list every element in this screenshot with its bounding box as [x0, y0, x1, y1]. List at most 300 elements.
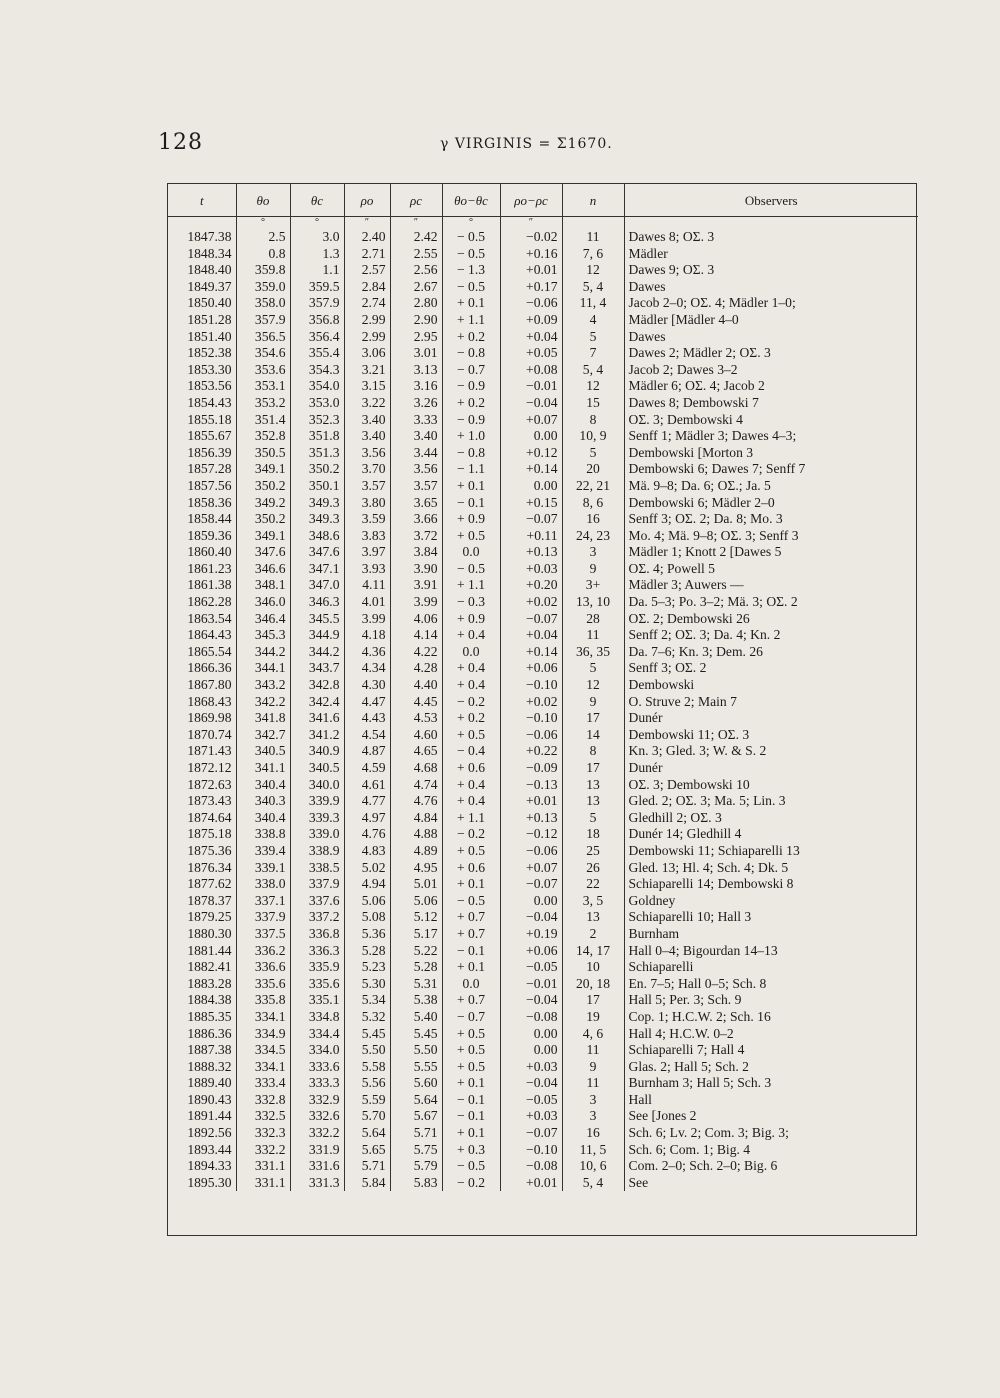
col-header-rho-o: ρo	[344, 184, 390, 217]
cell-observers: Gled. 13; Hl. 4; Sch. 4; Dk. 5	[624, 859, 918, 876]
cell-rho-c: 3.56	[390, 461, 442, 478]
cell-epoch: 1875.18	[187, 826, 232, 842]
cell-n: 17	[562, 760, 624, 777]
cell-theta-c: 354.0	[290, 378, 344, 395]
cell-theta-diff: 0.0	[442, 544, 500, 561]
cell-rho-diff: +0.04	[500, 627, 562, 644]
cell-theta-o: 340.3	[236, 793, 290, 810]
cell-theta-diff: + 0.4	[442, 677, 500, 694]
cell-theta-o: 2.5	[236, 229, 290, 246]
cell-theta-diff: + 0.2	[442, 394, 500, 411]
cell-observers: Cop. 1; H.C.W. 2; Sch. 16	[624, 1008, 918, 1025]
cell-theta-c: 339.9	[290, 793, 344, 810]
cell-theta-c: 347.0	[290, 577, 344, 594]
cell-n: 17	[562, 992, 624, 1009]
cell-rho-diff: +0.03	[500, 1058, 562, 1075]
table-row	[168, 229, 918, 246]
cell-epoch: 1889.40	[187, 1075, 232, 1091]
cell-theta-diff: + 0.4	[442, 793, 500, 810]
cell-theta-c: 334.0	[290, 1042, 344, 1059]
cell-theta-o: 0.8	[236, 245, 290, 262]
cell-theta-diff: + 0.5	[442, 1025, 500, 1042]
cell-observers: Schiaparelli	[624, 959, 918, 976]
cell-n: 4	[562, 311, 624, 328]
cell-rho-diff: −0.08	[500, 1008, 562, 1025]
cell-rho-diff: +0.07	[500, 411, 562, 428]
cell-observers: OΣ. 3; Dembowski 10	[624, 776, 918, 793]
cell-observers: Dunér	[624, 710, 918, 727]
cell-rho-o: 2.74	[344, 295, 390, 312]
cell-observers: Dunér	[624, 760, 918, 777]
cell-theta-diff: + 0.4	[442, 776, 500, 793]
page-number: 128	[158, 130, 203, 155]
table-row	[168, 1042, 918, 1059]
cell-observers: Dembowski 11; OΣ. 3	[624, 726, 918, 743]
cell-rho-o: 4.76	[344, 826, 390, 843]
cell-epoch: 1857.28	[187, 461, 232, 477]
cell-epoch: 1888.32	[187, 1058, 232, 1074]
cell-theta-o: 356.5	[236, 328, 290, 345]
cell-observers: Schiaparelli 14; Dembowski 8	[624, 876, 918, 893]
cell-epoch: 1849.37	[187, 278, 232, 294]
cell-epoch: 1850.40	[187, 295, 232, 311]
cell-theta-o: 342.2	[236, 693, 290, 710]
table-row	[168, 1108, 918, 1125]
cell-n: 13	[562, 776, 624, 793]
cell-observers: Schiaparelli 7; Hall 4	[624, 1042, 918, 1059]
cell-rho-diff: −0.10	[500, 710, 562, 727]
cell-theta-c: 335.9	[290, 959, 344, 976]
cell-rho-diff: −0.10	[500, 677, 562, 694]
cell-n: 10, 6	[562, 1158, 624, 1175]
col-header-observers: Observers	[624, 184, 918, 217]
cell-rho-diff: 0.00	[500, 892, 562, 909]
cell-n: 28	[562, 610, 624, 627]
cell-rho-c: 4.68	[390, 760, 442, 777]
cell-theta-c: 331.9	[290, 1141, 344, 1158]
cell-theta-diff: + 0.9	[442, 610, 500, 627]
col-header-rho-c: ρc	[390, 184, 442, 217]
table-row	[168, 1075, 918, 1092]
cell-rho-c: 3.26	[390, 394, 442, 411]
cell-theta-o: 349.1	[236, 527, 290, 544]
cell-observers: Dawes	[624, 328, 918, 345]
cell-theta-diff: + 1.0	[442, 428, 500, 445]
cell-theta-o: 349.2	[236, 494, 290, 511]
cell-rho-diff: +0.15	[500, 494, 562, 511]
cell-observers: Gledhill 2; OΣ. 3	[624, 809, 918, 826]
cell-rho-c: 4.65	[390, 743, 442, 760]
cell-n: 13	[562, 909, 624, 926]
cell-rho-o: 4.43	[344, 710, 390, 727]
cell-rho-diff: 0.00	[500, 1025, 562, 1042]
cell-rho-c: 3.84	[390, 544, 442, 561]
cell-rho-o: 5.23	[344, 959, 390, 976]
cell-rho-o: 4.18	[344, 627, 390, 644]
cell-rho-diff: +0.14	[500, 461, 562, 478]
cell-rho-diff: −0.07	[500, 876, 562, 893]
cell-epoch: 1878.37	[187, 892, 232, 908]
cell-theta-diff: 0.0	[442, 643, 500, 660]
cell-rho-diff: −0.04	[500, 992, 562, 1009]
unit-cell: °	[290, 217, 344, 229]
cell-observers: Dawes 8; Dembowski 7	[624, 394, 918, 411]
cell-rho-c: 5.38	[390, 992, 442, 1009]
cell-theta-o: 334.5	[236, 1042, 290, 1059]
cell-theta-diff: + 0.7	[442, 992, 500, 1009]
cell-rho-o: 5.45	[344, 1025, 390, 1042]
cell-epoch: 1877.62	[187, 876, 232, 892]
table-row	[168, 328, 918, 345]
cell-epoch: 1847.38	[187, 229, 232, 244]
cell-rho-diff: +0.05	[500, 345, 562, 362]
cell-rho-c: 3.90	[390, 560, 442, 577]
cell-n: 3	[562, 1108, 624, 1125]
cell-epoch: 1870.74	[187, 726, 232, 742]
cell-theta-c: 3.0	[290, 229, 344, 246]
cell-rho-o: 2.57	[344, 262, 390, 279]
table-row	[168, 842, 918, 859]
cell-rho-diff: −0.01	[500, 975, 562, 992]
cell-rho-c: 3.99	[390, 594, 442, 611]
table-row	[168, 311, 918, 328]
cell-observers: Sch. 6; Lv. 2; Com. 3; Big. 3;	[624, 1125, 918, 1142]
cell-rho-o: 2.99	[344, 311, 390, 328]
table-row	[168, 295, 918, 312]
cell-rho-o: 5.28	[344, 942, 390, 959]
cell-observers: Schiaparelli 10; Hall 3	[624, 909, 918, 926]
cell-epoch: 1887.38	[187, 1042, 232, 1058]
cell-rho-c: 2.90	[390, 311, 442, 328]
cell-theta-diff: − 0.5	[442, 560, 500, 577]
cell-rho-diff: +0.03	[500, 560, 562, 577]
cell-theta-o: 359.8	[236, 262, 290, 279]
cell-n: 14, 17	[562, 942, 624, 959]
cell-theta-diff: + 0.7	[442, 925, 500, 942]
cell-rho-c: 5.31	[390, 975, 442, 992]
cell-rho-c: 4.95	[390, 859, 442, 876]
cell-theta-diff: + 0.2	[442, 328, 500, 345]
table-row	[168, 610, 918, 627]
cell-theta-diff: − 0.9	[442, 378, 500, 395]
table-row	[168, 809, 918, 826]
cell-n: 8, 6	[562, 494, 624, 511]
table-row	[168, 544, 918, 561]
cell-theta-o: 347.6	[236, 544, 290, 561]
cell-epoch: 1884.38	[187, 992, 232, 1008]
unit-cell: ″	[390, 217, 442, 229]
cell-rho-c: 3.65	[390, 494, 442, 511]
cell-theta-diff: + 0.2	[442, 710, 500, 727]
cell-theta-c: 339.3	[290, 809, 344, 826]
unit-cell	[624, 217, 918, 229]
cell-rho-diff: +0.17	[500, 278, 562, 295]
cell-observers: Sch. 6; Com. 1; Big. 4	[624, 1141, 918, 1158]
cell-epoch: 1872.12	[187, 760, 232, 775]
cell-rho-o: 5.50	[344, 1042, 390, 1059]
cell-epoch: 1881.44	[187, 942, 232, 958]
cell-rho-c: 5.64	[390, 1091, 442, 1108]
cell-n: 11	[562, 627, 624, 644]
cell-theta-diff: + 0.3	[442, 1141, 500, 1158]
col-header-rho-diff: ρo−ρc	[500, 184, 562, 217]
cell-rho-c: 2.56	[390, 262, 442, 279]
table-row	[168, 594, 918, 611]
cell-theta-diff: − 0.5	[442, 892, 500, 909]
cell-rho-o: 2.84	[344, 278, 390, 295]
cell-rho-diff: −0.04	[500, 909, 562, 926]
cell-observers: Mädler [Mädler 4–0	[624, 311, 918, 328]
cell-rho-c: 5.45	[390, 1025, 442, 1042]
cell-epoch: 1890.43	[187, 1091, 232, 1107]
cell-n: 4, 6	[562, 1025, 624, 1042]
cell-theta-c: 342.8	[290, 677, 344, 694]
cell-theta-o: 359.0	[236, 278, 290, 295]
cell-theta-o: 346.4	[236, 610, 290, 627]
table-row	[168, 643, 918, 660]
cell-rho-o: 5.65	[344, 1141, 390, 1158]
cell-rho-c: 5.75	[390, 1141, 442, 1158]
table-row	[168, 394, 918, 411]
cell-n: 3+	[562, 577, 624, 594]
cell-observers: Hall 5; Per. 3; Sch. 9	[624, 992, 918, 1009]
cell-observers: Dunér 14; Gledhill 4	[624, 826, 918, 843]
cell-observers: Dawes 9; OΣ. 3	[624, 262, 918, 279]
cell-theta-diff: − 1.3	[442, 262, 500, 279]
cell-theta-diff: + 0.1	[442, 959, 500, 976]
cell-theta-o: 334.1	[236, 1058, 290, 1075]
cell-rho-o: 5.06	[344, 892, 390, 909]
cell-observers: Glas. 2; Hall 5; Sch. 2	[624, 1058, 918, 1075]
cell-theta-diff: + 1.1	[442, 577, 500, 594]
cell-theta-o: 332.2	[236, 1141, 290, 1158]
cell-rho-o: 3.22	[344, 394, 390, 411]
cell-epoch: 1883.28	[187, 975, 232, 991]
cell-rho-o: 2.99	[344, 328, 390, 345]
cell-n: 5, 4	[562, 1174, 624, 1191]
cell-rho-c: 4.22	[390, 643, 442, 660]
cell-rho-o: 4.83	[344, 842, 390, 859]
cell-rho-o: 3.80	[344, 494, 390, 511]
cell-n: 11, 4	[562, 295, 624, 312]
cell-observers: Jacob 2; Dawes 3–2	[624, 361, 918, 378]
col-header-theta-c: θc	[290, 184, 344, 217]
cell-observers: Senff 3; OΣ. 2; Da. 8; Mo. 3	[624, 511, 918, 528]
cell-theta-diff: + 0.5	[442, 1042, 500, 1059]
table-row	[168, 1058, 918, 1075]
cell-rho-diff: −0.01	[500, 378, 562, 395]
cell-rho-o: 2.71	[344, 245, 390, 262]
cell-rho-o: 3.93	[344, 560, 390, 577]
cell-epoch: 1862.28	[187, 594, 232, 610]
cell-rho-diff: +0.16	[500, 245, 562, 262]
cell-theta-o: 350.2	[236, 477, 290, 494]
cell-theta-o: 353.1	[236, 378, 290, 395]
table-row	[168, 859, 918, 876]
cell-theta-o: 344.1	[236, 660, 290, 677]
cell-theta-c: 357.9	[290, 295, 344, 312]
cell-n: 11	[562, 1075, 624, 1092]
cell-n: 12	[562, 677, 624, 694]
cell-observers: See	[624, 1174, 918, 1191]
cell-observers: Mädler	[624, 245, 918, 262]
cell-theta-o: 334.1	[236, 1008, 290, 1025]
table-row	[168, 909, 918, 926]
cell-n: 5, 4	[562, 278, 624, 295]
cell-rho-o: 5.32	[344, 1008, 390, 1025]
cell-theta-c: 347.1	[290, 560, 344, 577]
cell-observers: OΣ. 4; Powell 5	[624, 560, 918, 577]
table-row	[168, 1125, 918, 1142]
cell-rho-c: 3.57	[390, 477, 442, 494]
cell-rho-c: 4.45	[390, 693, 442, 710]
cell-theta-o: 341.1	[236, 760, 290, 777]
cell-theta-c: 349.3	[290, 511, 344, 528]
cell-rho-diff: +0.07	[500, 859, 562, 876]
cell-theta-c: 335.6	[290, 975, 344, 992]
cell-rho-c: 4.06	[390, 610, 442, 627]
cell-theta-c: 344.9	[290, 627, 344, 644]
cell-epoch: 1885.35	[187, 1008, 232, 1024]
cell-rho-diff: +0.06	[500, 942, 562, 959]
cell-rho-c: 4.88	[390, 826, 442, 843]
cell-rho-diff: −0.04	[500, 394, 562, 411]
cell-rho-c: 2.55	[390, 245, 442, 262]
cell-rho-c: 5.28	[390, 959, 442, 976]
table-row	[168, 793, 918, 810]
cell-observers: Da. 7–6; Kn. 3; Dem. 26	[624, 643, 918, 660]
cell-theta-c: 332.2	[290, 1125, 344, 1142]
cell-rho-diff: +0.14	[500, 643, 562, 660]
cell-observers: Gled. 2; OΣ. 3; Ma. 5; Lin. 3	[624, 793, 918, 810]
cell-theta-o: 339.4	[236, 842, 290, 859]
cell-theta-c: 352.3	[290, 411, 344, 428]
table-row	[168, 494, 918, 511]
cell-epoch: 1855.18	[187, 411, 232, 427]
cell-observers: Com. 2–0; Sch. 2–0; Big. 6	[624, 1158, 918, 1175]
cell-n: 18	[562, 826, 624, 843]
cell-epoch: 1848.34	[187, 245, 232, 261]
cell-observers: Hall 0–4; Bigourdan 14–13	[624, 942, 918, 959]
cell-rho-o: 5.71	[344, 1158, 390, 1175]
cell-epoch: 1857.56	[187, 477, 232, 493]
cell-observers: Dawes 2; Mädler 2; OΣ. 3	[624, 345, 918, 362]
table-row	[168, 1008, 918, 1025]
cell-n: 26	[562, 859, 624, 876]
cell-theta-o: 331.1	[236, 1158, 290, 1175]
cell-theta-o: 332.3	[236, 1125, 290, 1142]
unit-cell	[168, 217, 236, 229]
cell-rho-o: 4.97	[344, 809, 390, 826]
cell-epoch: 1886.36	[187, 1025, 232, 1041]
cell-theta-diff: − 0.5	[442, 1158, 500, 1175]
table-row	[168, 677, 918, 694]
cell-theta-c: 348.6	[290, 527, 344, 544]
table-row	[168, 975, 918, 992]
cell-rho-o: 3.83	[344, 527, 390, 544]
cell-observers: Dembowski 6; Dawes 7; Senff 7	[624, 461, 918, 478]
cell-n: 3, 5	[562, 892, 624, 909]
col-header-t: t	[168, 184, 236, 217]
cell-epoch: 1848.40	[187, 262, 232, 278]
cell-observers: Hall	[624, 1091, 918, 1108]
cell-theta-c: 340.5	[290, 760, 344, 777]
cell-theta-c: 341.6	[290, 710, 344, 727]
table-row	[168, 428, 918, 445]
cell-theta-c: 333.3	[290, 1075, 344, 1092]
cell-epoch: 1859.36	[187, 527, 232, 543]
cell-rho-o: 3.40	[344, 411, 390, 428]
cell-epoch: 1875.36	[187, 842, 232, 858]
cell-rho-o: 5.59	[344, 1091, 390, 1108]
cell-rho-o: 4.61	[344, 776, 390, 793]
cell-observers: Mä. 9–8; Da. 6; OΣ.; Ja. 5	[624, 477, 918, 494]
cell-theta-diff: + 0.6	[442, 760, 500, 777]
cell-rho-o: 4.47	[344, 693, 390, 710]
cell-rho-c: 5.83	[390, 1174, 442, 1191]
cell-rho-diff: −0.06	[500, 295, 562, 312]
table-row	[168, 925, 918, 942]
cell-theta-diff: − 0.5	[442, 245, 500, 262]
cell-theta-o: 353.6	[236, 361, 290, 378]
cell-theta-c: 332.9	[290, 1091, 344, 1108]
cell-rho-diff: +0.08	[500, 361, 562, 378]
cell-rho-c: 4.84	[390, 809, 442, 826]
cell-epoch: 1851.40	[187, 328, 232, 344]
cell-n: 11	[562, 1042, 624, 1059]
cell-theta-o: 339.1	[236, 859, 290, 876]
cell-rho-c: 2.80	[390, 295, 442, 312]
cell-theta-diff: + 0.4	[442, 660, 500, 677]
cell-observers: Dembowski 6; Mädler 2–0	[624, 494, 918, 511]
cell-rho-diff: +0.04	[500, 328, 562, 345]
cell-theta-diff: − 1.1	[442, 461, 500, 478]
cell-rho-c: 2.95	[390, 328, 442, 345]
cell-rho-diff: −0.04	[500, 1075, 562, 1092]
table-row	[168, 627, 918, 644]
cell-n: 2	[562, 925, 624, 942]
cell-n: 22	[562, 876, 624, 893]
cell-rho-o: 4.36	[344, 643, 390, 660]
cell-rho-diff: −0.07	[500, 610, 562, 627]
cell-theta-c: 356.8	[290, 311, 344, 328]
cell-epoch: 1874.64	[187, 809, 232, 825]
cell-rho-o: 4.54	[344, 726, 390, 743]
cell-n: 9	[562, 560, 624, 577]
table-row	[168, 262, 918, 279]
cell-theta-c: 342.4	[290, 693, 344, 710]
cell-epoch: 1869.98	[187, 710, 232, 726]
header-row	[168, 184, 918, 217]
cell-theta-c: 351.8	[290, 428, 344, 445]
cell-theta-o: 358.0	[236, 295, 290, 312]
cell-rho-c: 5.12	[390, 909, 442, 926]
cell-rho-diff: −0.06	[500, 726, 562, 743]
cell-theta-o: 331.1	[236, 1174, 290, 1191]
cell-epoch: 1865.54	[187, 643, 232, 659]
cell-theta-diff: − 0.2	[442, 826, 500, 843]
cell-epoch: 1851.28	[187, 311, 232, 327]
running-head: γ VIRGINIS = Σ1670.	[440, 136, 613, 152]
cell-theta-diff: + 0.5	[442, 1058, 500, 1075]
cell-theta-o: 354.6	[236, 345, 290, 362]
cell-epoch: 1871.43	[187, 743, 232, 759]
cell-rho-c: 5.06	[390, 892, 442, 909]
cell-n: 3	[562, 544, 624, 561]
cell-observers: Dembowski 11; Schiaparelli 13	[624, 842, 918, 859]
table-row	[168, 1091, 918, 1108]
cell-theta-c: 1.3	[290, 245, 344, 262]
